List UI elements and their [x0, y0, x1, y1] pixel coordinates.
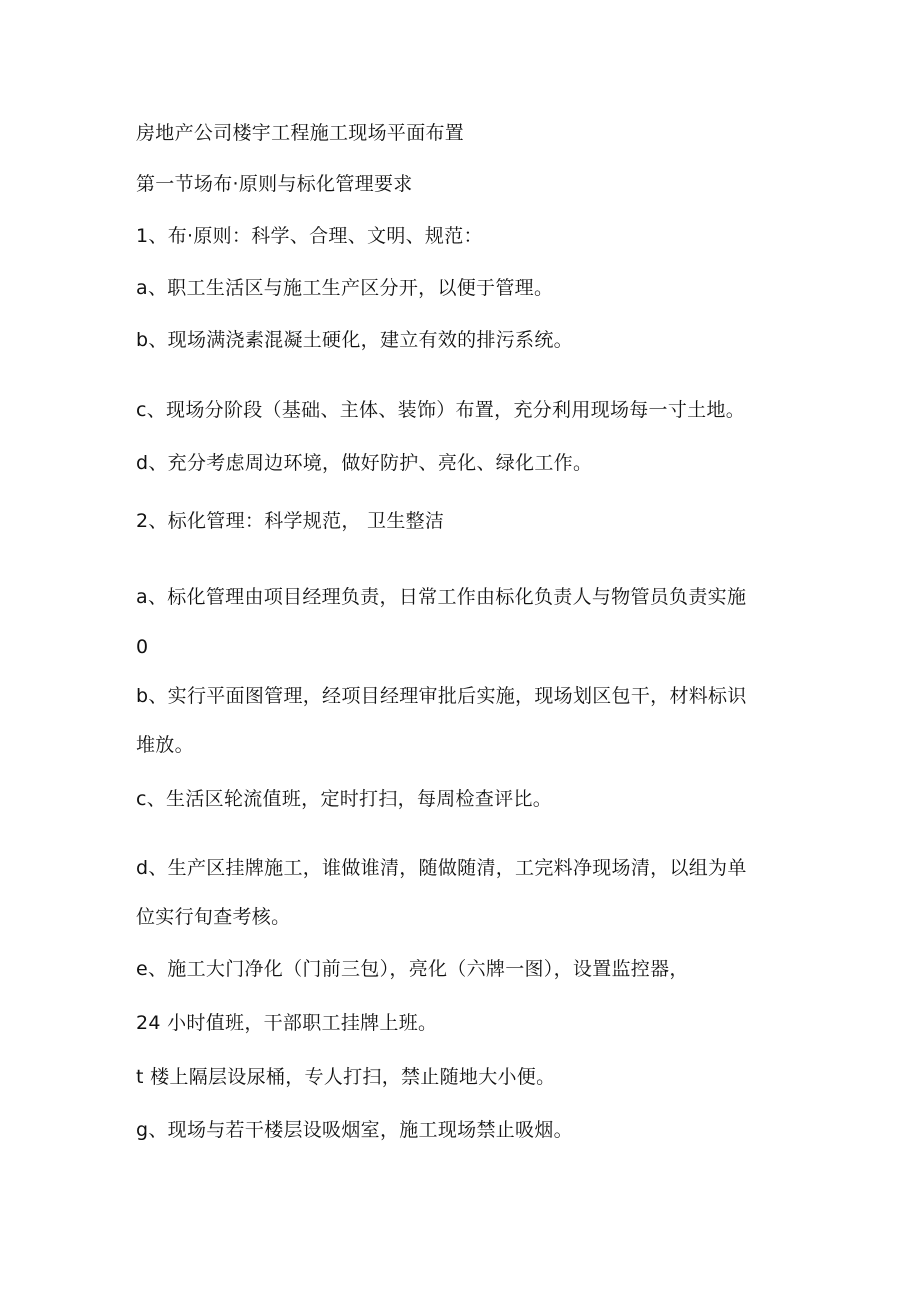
part1-item-c: c、现场分阶段（基础、主体、装饰）布置，充分利用现场每一寸土地。 — [136, 399, 746, 421]
part2-item-d-line2: 位实行旬查考核。 — [136, 906, 291, 928]
part2-heading: 2、标化管理：科学规范， 卫生整洁 — [136, 510, 445, 532]
part1-item-a: a、职工生活区与施工生产区分开，以便于管理。 — [136, 277, 554, 299]
part2-item-g: g、现场与若干楼层设吸烟室，施工现场禁止吸烟。 — [136, 1119, 573, 1141]
part2-item-c: c、生活区轮流值班，定时打扫，每周检查评比。 — [136, 788, 553, 810]
document-title: 房地产公司楼宇工程施工现场平面布置 — [136, 122, 465, 144]
part2-item-f: t 楼上隔层设尿桶，专人打扫，禁止随地大小便。 — [136, 1066, 556, 1088]
section-heading: 第一节场布·原则与标化管理要求 — [136, 173, 413, 195]
part2-item-d-line1: d、生产区挂牌施工，谁做谁清，随做随清，工完料净现场清，以组为单 — [136, 857, 747, 879]
part2-item-e-line1: e、施工大门净化（门前三包），亮化（六牌一图），设置监控器， — [136, 958, 689, 980]
part2-item-e-line2: 24 小时值班，干部职工挂牌上班。 — [136, 1012, 438, 1034]
part1-heading: 1、布·原则：科学、合理、文明、规范： — [136, 225, 483, 247]
part2-item-b-line2: 堆放。 — [136, 734, 194, 756]
part2-item-b-line1: b、实行平面图管理，经项目经理审批后实施，现场划区包干，材料标识 — [136, 685, 747, 707]
part1-item-d: d、充分考虑周边环境，做好防护、亮化、绿化工作。 — [136, 452, 593, 474]
part2-item-a-line1: a、标化管理由项目经理负责，日常工作由标化负责人与物管员负责实施 — [136, 586, 747, 608]
part1-item-b: b、现场满浇素混凝土硬化，建立有效的排污系统。 — [136, 329, 573, 351]
part2-item-a-line2: 0 — [136, 636, 149, 658]
